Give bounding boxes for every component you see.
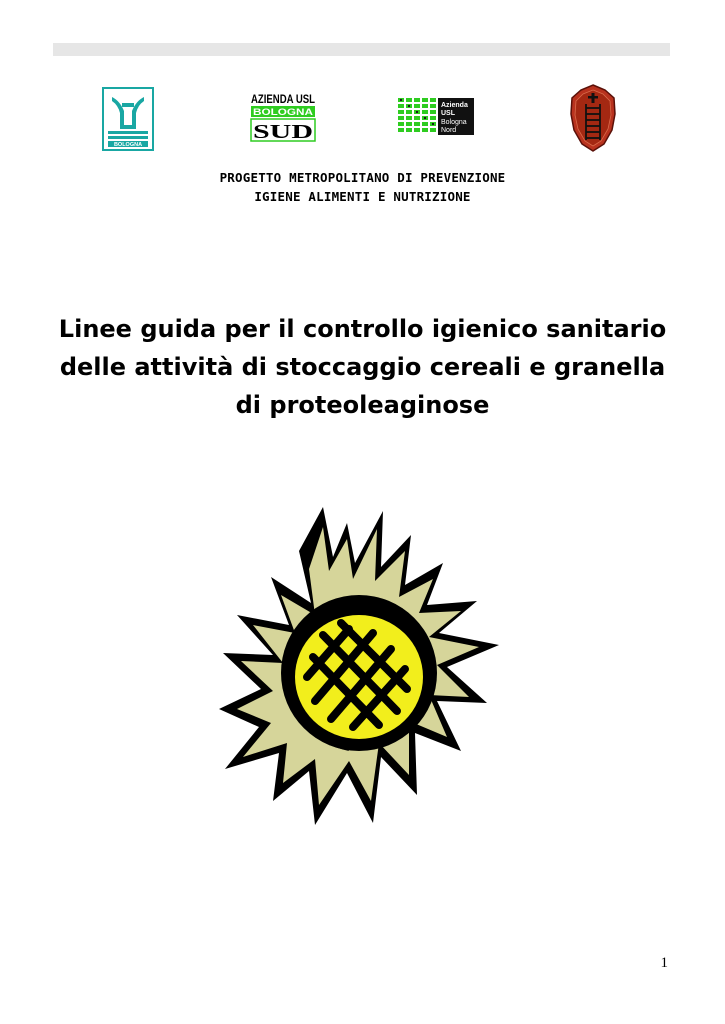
usl-nord-line2: USL: [441, 110, 455, 117]
project-title-line2: IGIENE ALIMENTI E NUTRIZIONE: [254, 189, 471, 204]
header-divider-bar: [53, 43, 670, 56]
usl-nord-line1: Azienda: [441, 102, 468, 109]
ladder-shield-emblem: [570, 84, 616, 152]
document-title-line3: di proteoleaginose: [235, 391, 490, 419]
usl-sud-line2: BOLOGNA: [253, 107, 314, 118]
comune-di-bologna-logo: [102, 87, 154, 151]
usl-nord-line3: Bologna: [441, 119, 467, 126]
document-title: [40, 310, 685, 424]
document-title-line2: delle attività di stoccaggio cereali e granella: [59, 353, 666, 381]
azienda-usl-bologna-sud-logo: [248, 90, 318, 142]
comune-logo-text: BOLOGNA: [113, 142, 143, 148]
project-title-line1: PROGETTO METROPOLITANO DI PREVENZIONE: [219, 170, 506, 185]
usl-sud-line1: AZIENDA USL: [251, 92, 315, 106]
usl-sud-line3: SUD: [253, 121, 313, 143]
document-title-line1: Linee guida per il controllo igienico sanitario: [58, 315, 667, 343]
sunflower-icon: [215, 505, 510, 835]
usl-nord-line4: Nord: [441, 127, 457, 134]
azienda-usl-bologna-nord-logo: [397, 97, 475, 137]
page-number: 1: [660, 955, 668, 971]
